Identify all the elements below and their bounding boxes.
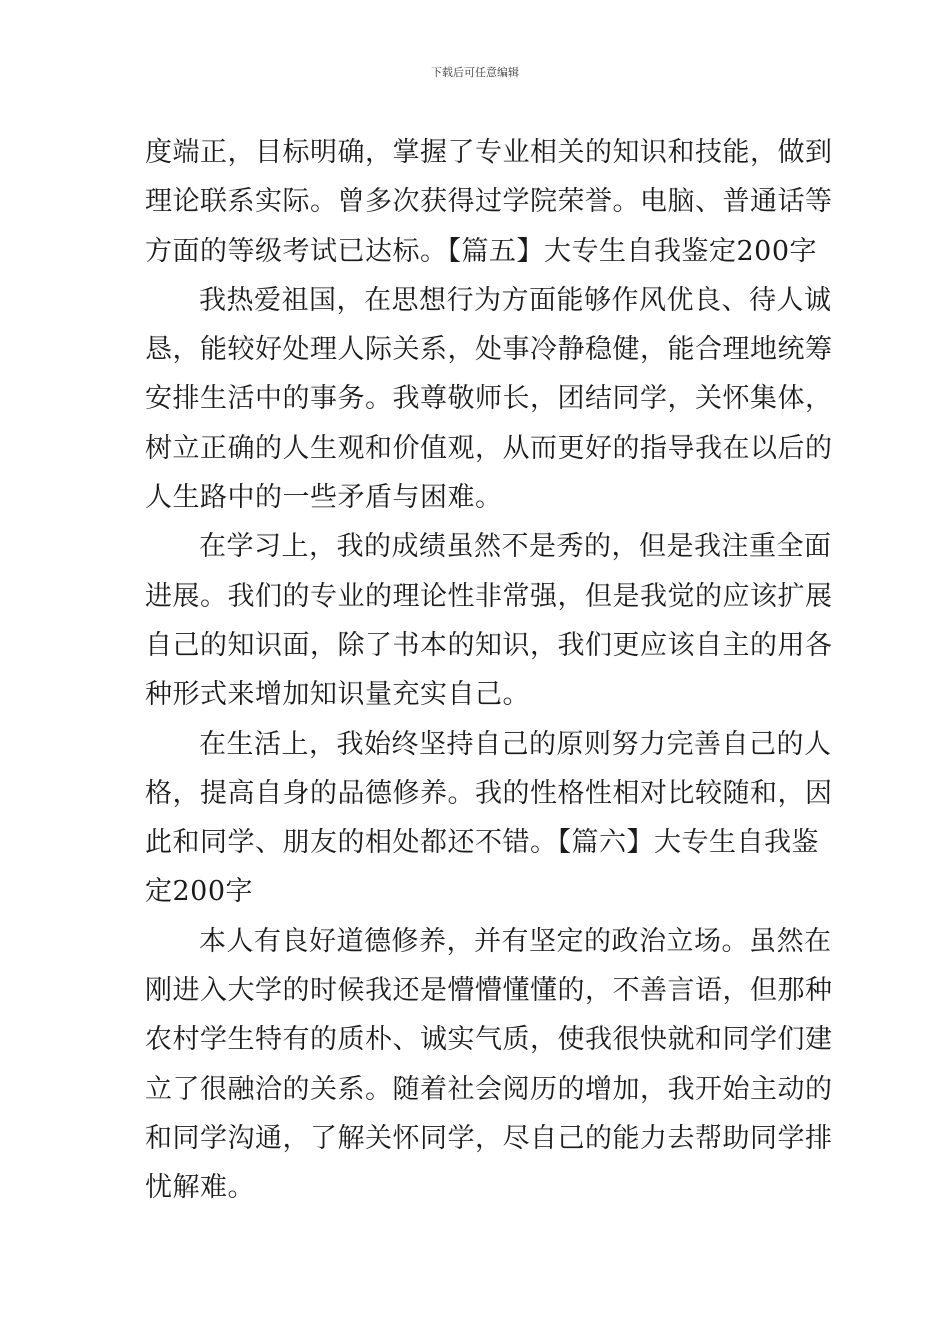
text-line: 种形式来增加知识量充实自己。: [145, 679, 530, 711]
text-line: 方面的等级考试已达标。【篇五】大专生自我鉴定200字: [145, 235, 818, 267]
text-line: 忧解难。: [145, 1172, 255, 1204]
page-header: 下载后可任意编辑: [431, 66, 519, 79]
text-line: 树立正确的人生观和价值观，从而更好的指导我在以后的: [145, 432, 833, 464]
text-line: 刚进入大学的时候我还是懵懵懂懂的，不善言语，但那种: [145, 975, 833, 1007]
text-line: 此和同学、朋友的相处都还不错。【篇六】大专生自我鉴: [145, 827, 819, 859]
text-line: 进展。我们的专业的理论性非常强，但是我觉的应该扩展: [145, 580, 833, 612]
text-line: 度端正，目标明确，掌握了专业相关的知识和技能，做到: [145, 137, 833, 168]
text-line: 在学习上，我的成绩虽然不是秀的，但是我注重全面: [199, 531, 832, 563]
text-line: 和同学沟通，了解关怀同学，尽自己的能力去帮助同学排: [145, 1122, 833, 1154]
text-line: 自己的知识面，除了书本的知识，我们更应该自主的用各: [145, 629, 833, 661]
text-line: 定200字: [145, 876, 254, 908]
text-line: 农村学生特有的质朴、诚实气质，使我很快就和同学们建: [145, 1024, 833, 1056]
text-line: 格，提高自身的品德修养。我的性格性相对比较随和，因: [145, 777, 833, 809]
text-line: 我热爱祖国，在思想行为方面能够作风优良、待人诚: [199, 284, 832, 316]
text-line: 本人有良好道德修养，并有坚定的政治立场。虽然在: [199, 925, 832, 957]
text-line: 理论联系实际。曾多次获得过学院荣誉。电脑、普通话等: [145, 186, 833, 218]
text-line: 在生活上，我始终坚持自己的原则努力完善自己的人: [199, 728, 832, 760]
document-body: [145, 128, 833, 1213]
text-line: 恳，能较好处理人际关系，处事冷静稳健，能合理地统筹: [145, 334, 833, 366]
text-line: 立了很融洽的关系。随着社会阅历的增加，我开始主动的: [145, 1073, 833, 1105]
text-line: 安排生活中的事务。我尊敬师长，团结同学，关怀集体，: [145, 383, 833, 415]
text-line: 人生路中的一些矛盾与困难。: [145, 482, 503, 514]
